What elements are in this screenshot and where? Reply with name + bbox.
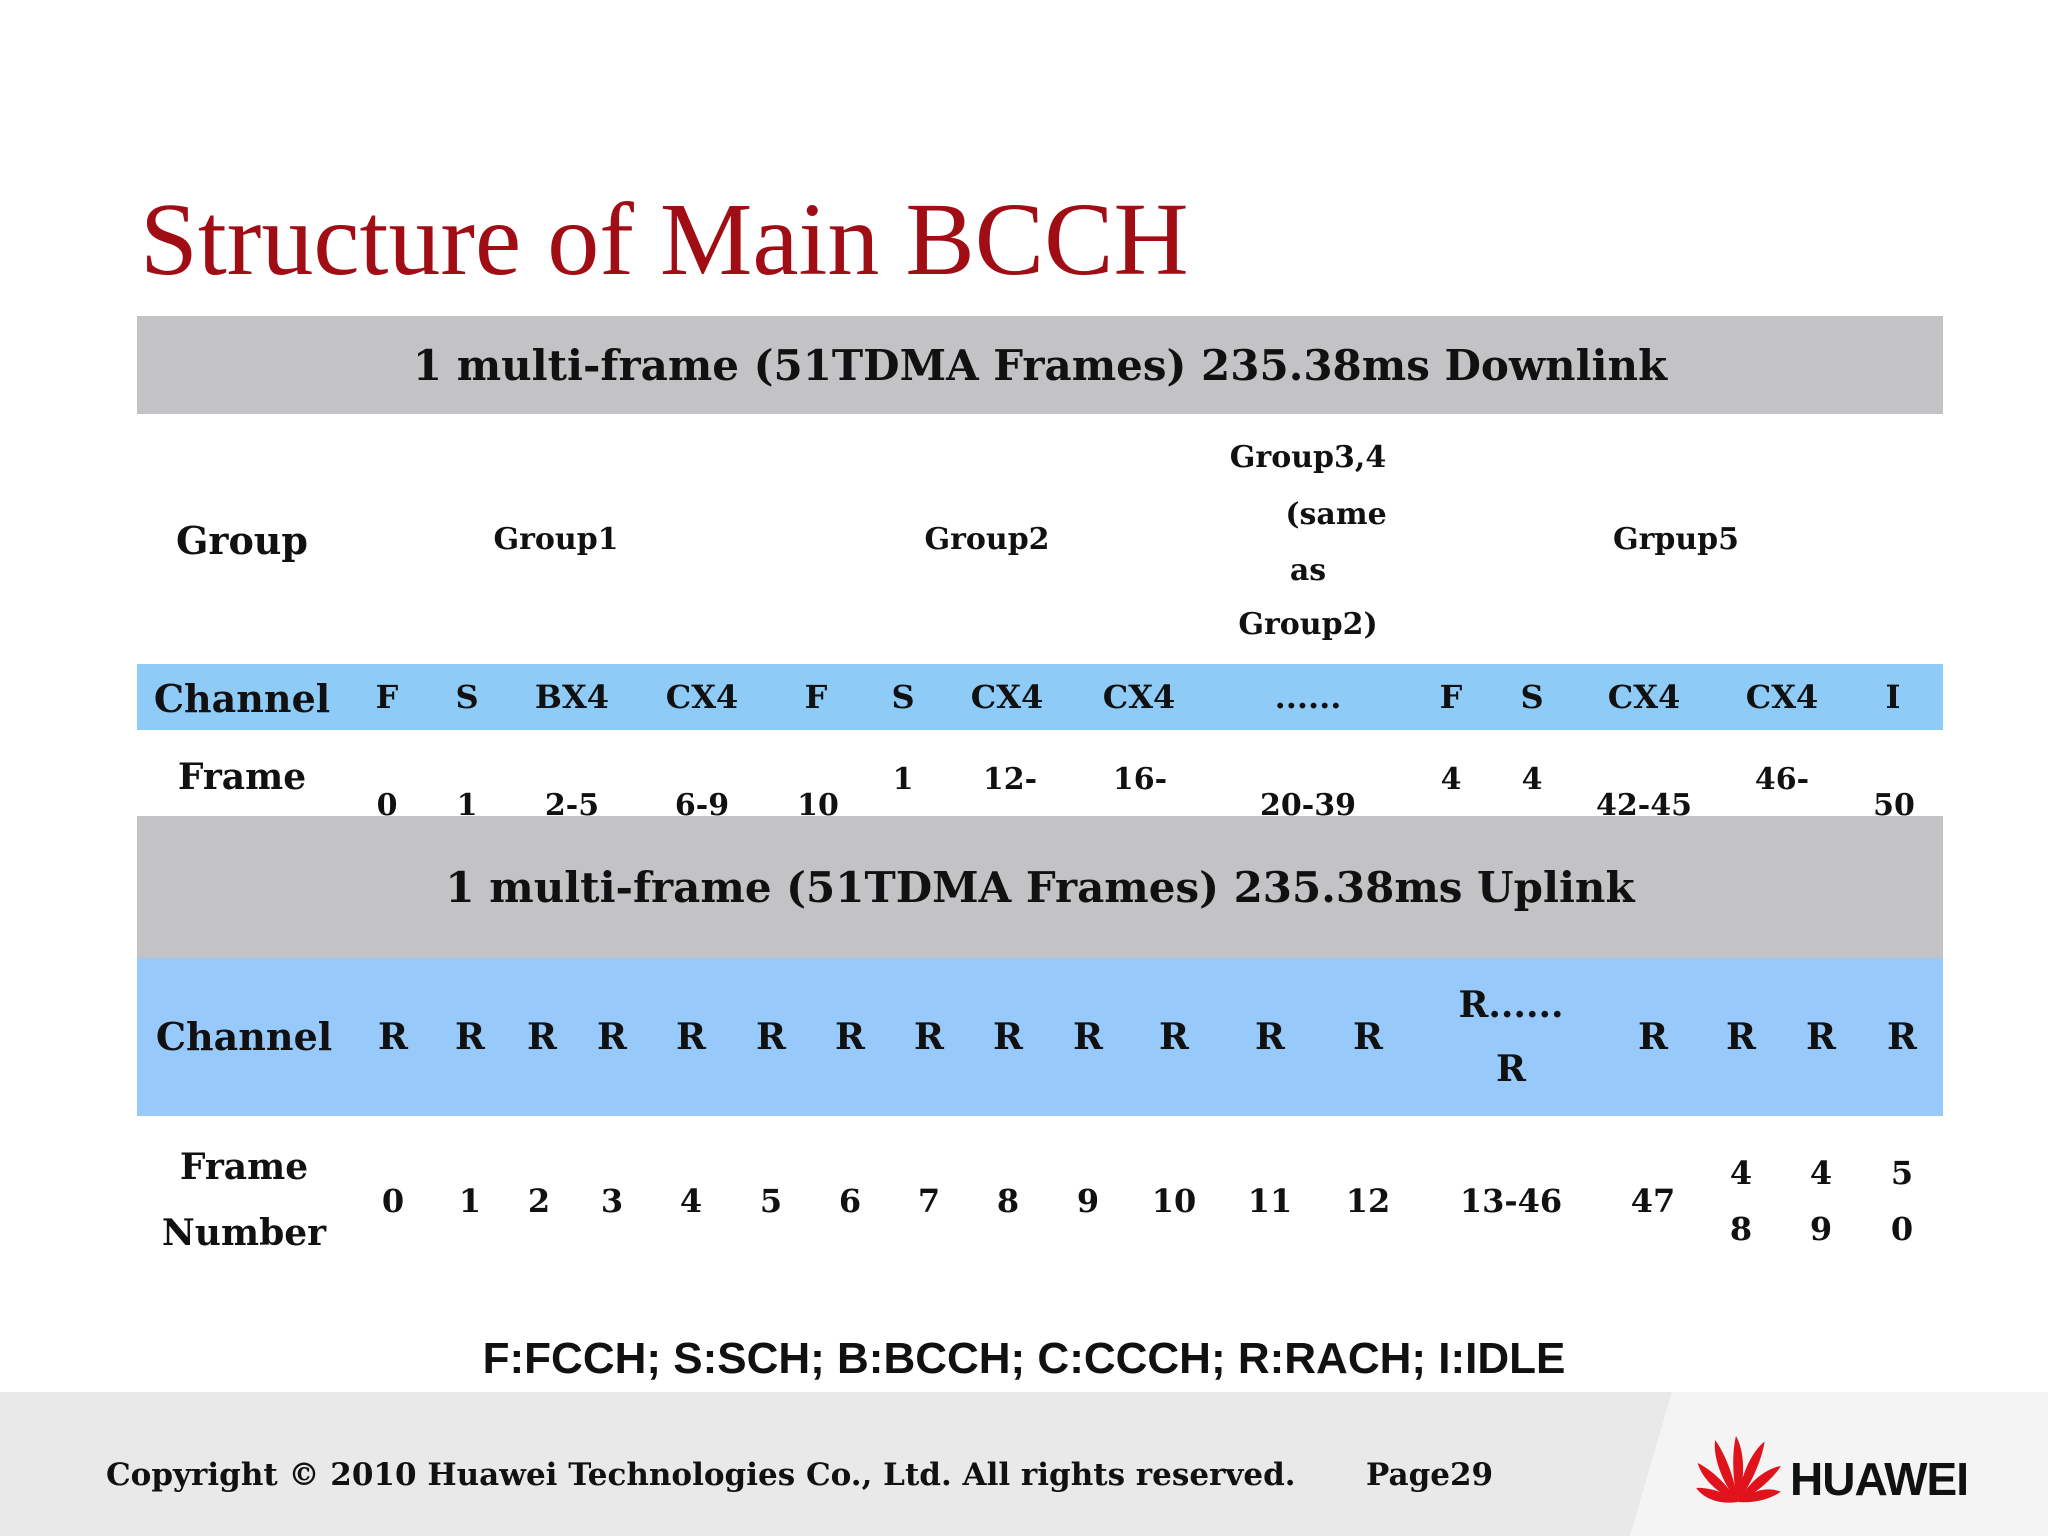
uplink-channel-cell: R <box>1726 1016 1756 1058</box>
uplink-frame-cell: 0 <box>1890 1210 1914 1248</box>
group5-label: Grpup5 <box>1612 522 1740 557</box>
uplink-channel-cell: R <box>914 1016 944 1058</box>
uplink-frame-cell: 4 <box>1809 1154 1833 1192</box>
uplink-channel-cell: R...... <box>1458 984 1564 1026</box>
slide-title: Structure of Main BCCH <box>140 182 1189 297</box>
uplink-frame-cell: 3 <box>600 1182 624 1220</box>
uplink-channel-cell: R <box>1255 1016 1285 1058</box>
channel-cell: S <box>1520 678 1544 716</box>
frame-row-label: Frame <box>177 756 307 798</box>
group34-label-line2: (same <box>1285 497 1387 532</box>
frame-cell: 20-39 <box>1260 788 1356 816</box>
uplink-frame-cell: 0 <box>381 1182 405 1220</box>
uplink-frame-cell: 8 <box>1729 1210 1753 1248</box>
uplink-header-text: 1 multi-frame (51TDMA Frames) 235.38ms Uplink <box>445 862 1635 912</box>
downlink-header <box>137 316 1943 414</box>
uplink-channel-cell: R <box>1353 1016 1383 1058</box>
uplink-frame-cell: 13-46 <box>1459 1182 1563 1220</box>
frame-cell: 0 <box>376 788 398 816</box>
uplink-channel-cell: R <box>1159 1016 1189 1058</box>
uplink-channel-cell: R <box>455 1016 485 1058</box>
channel-cell: CX4 <box>1607 678 1681 716</box>
page-number: Page29 <box>1366 1457 1494 1493</box>
frame-cell: 16- <box>1112 762 1168 797</box>
downlink-header-text: 1 multi-frame (51TDMA Frames) 235.38ms Downlink <box>412 340 1668 390</box>
uplink-frame-cell: 1 <box>458 1182 482 1220</box>
group34-label-line1: Group3,4 <box>1229 440 1387 475</box>
frame-cell: 4 <box>1521 762 1543 797</box>
channel-cell: CX4 <box>1102 678 1176 716</box>
uplink-channel-cell: R <box>1887 1016 1917 1058</box>
frame-cell: 2-5 <box>544 788 600 816</box>
copyright-text: Copyright © 2010 Huawei Technologies Co., Ltd. All rights reserved. <box>106 1457 1296 1493</box>
uplink-frame-cell: 8 <box>996 1182 1020 1220</box>
channel-legend: F:FCCH; S:SCH; B:BCCH; C:CCCH; R:RACH; I:IDLE <box>482 1334 1566 1383</box>
uplink-frame-cell: 11 <box>1247 1182 1293 1220</box>
frame-cell: 6-9 <box>674 788 730 816</box>
channel-cell: S <box>455 678 479 716</box>
uplink-frame-cell: 12 <box>1345 1182 1391 1220</box>
uplink-frame-label-line1: Frame <box>179 1146 309 1188</box>
uplink-frame-cell: 4 <box>1729 1154 1753 1192</box>
uplink-frame-cell: 5 <box>759 1182 783 1220</box>
uplink-channel-cell: R <box>1073 1016 1103 1058</box>
frame-cell: 10 <box>797 788 839 816</box>
group34-label-line4: Group2) <box>1238 607 1378 642</box>
channel-cell: F <box>1439 678 1463 716</box>
uplink-channel-cell: R <box>378 1016 408 1058</box>
uplink-channel-cell: R <box>835 1016 865 1058</box>
channel-cell: CX4 <box>1745 678 1819 716</box>
channel-cell: BX4 <box>534 678 610 716</box>
uplink-channel-cell: R <box>1496 1048 1526 1090</box>
uplink-frame-cell: 9 <box>1809 1210 1833 1248</box>
downlink-frame-row <box>137 740 1943 816</box>
uplink-header <box>137 816 1943 958</box>
group2-label: Group2 <box>924 522 1050 557</box>
frame-cell: 4 <box>1440 762 1462 797</box>
huawei-wordmark: HUAWEI <box>1790 1453 1968 1505</box>
channel-cell: CX4 <box>665 678 739 716</box>
uplink-channel-cell: R <box>527 1016 557 1058</box>
uplink-frame-cell: 7 <box>917 1182 941 1220</box>
frame-cell: 42-45 <box>1596 788 1692 816</box>
frame-cell: 1 <box>892 762 914 797</box>
uplink-channel-cell: R <box>993 1016 1023 1058</box>
uplink-channel-cell: R <box>1806 1016 1836 1058</box>
frame-cell: 50 <box>1873 788 1915 816</box>
uplink-channel-cell: R <box>597 1016 627 1058</box>
frame-cell: 12- <box>982 762 1038 797</box>
channel-row-label: Channel <box>153 676 331 721</box>
channel-cell: ...... <box>1274 678 1342 716</box>
channel-cell: S <box>891 678 915 716</box>
uplink-channel-cell: R <box>1638 1016 1668 1058</box>
group34-label-line3: as <box>1289 553 1327 588</box>
uplink-frame-cell: 47 <box>1630 1182 1676 1220</box>
uplink-frame-cell: 5 <box>1890 1154 1914 1192</box>
uplink-frame-cell: 4 <box>679 1182 703 1220</box>
group-row-label: Group <box>175 518 309 563</box>
uplink-channel-cell: R <box>756 1016 786 1058</box>
channel-cell: F <box>804 678 828 716</box>
channel-cell: CX4 <box>970 678 1044 716</box>
uplink-channel-cell: R <box>676 1016 706 1058</box>
uplink-frame-cell: 9 <box>1076 1182 1100 1220</box>
group1-label: Group1 <box>493 522 619 557</box>
uplink-channel-label: Channel <box>155 1014 333 1059</box>
channel-cell: I <box>1885 678 1901 716</box>
uplink-frame-cell: 6 <box>838 1182 862 1220</box>
uplink-frame-label-line2: Number <box>161 1212 327 1254</box>
uplink-frame-cell: 10 <box>1151 1182 1197 1220</box>
frame-cell: 1 <box>456 788 478 816</box>
frame-cell: 46- <box>1754 762 1810 797</box>
uplink-frame-cell: 2 <box>527 1182 551 1220</box>
channel-cell: F <box>375 678 399 716</box>
